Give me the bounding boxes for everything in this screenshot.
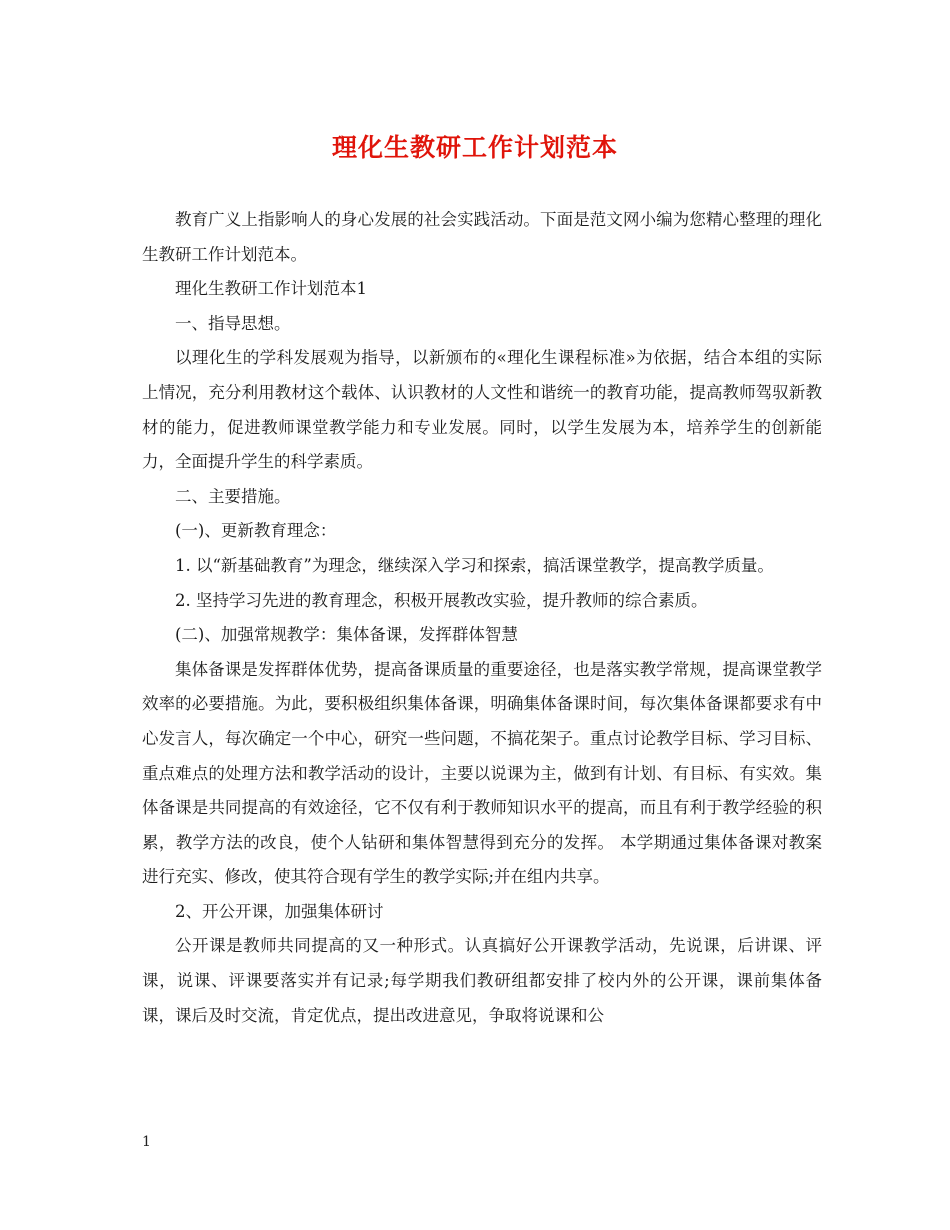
heading-main-measures: 二、主要措施。 xyxy=(175,486,291,506)
list-item-2: 2. 坚持学习先进的教育理念，积极开展教改实验，提升教师的综合素质。 xyxy=(175,590,708,610)
intro-paragraph: 教育广义上指影响人的身心发展的社会实践活动。下面是范文网小编为您精心整理的理化生教研工作计划范本。 xyxy=(142,210,822,264)
document-body xyxy=(142,203,822,1033)
subheading-open-class: 2、开公开课，加强集体研讨 xyxy=(175,901,384,921)
list-item-1: 1. 以“新基础教育”为理念，继续深入学习和探索，搞活课堂教学，提高教学质量。 xyxy=(175,555,774,575)
collective-lesson-prep-paragraph: 集体备课是发挥群体优势，提高备课质量的重要途径，也是落实教学常规，提高课堂教学效率的必要措施。为此，要积极组织集体备课，明确集体备课时间，每次集体备课都要求有中心发言人，每次确定一个中心，研究一些问题，不搞花架子。重点讨论教学目标、学习目标、重点难点的处理方法和教学活动的设计，主要以说课为主，做到有计划、有目标、有实效。集体备课是共同提高的有效途径，它不仅有利于教师知识水平的提高，而且有利于教学经验的积累，教学方法的改良，使个人钻研和集体智慧得到充分的发挥。 本学期通过集体备课对教案进行充实、修改，使其符合现有学生的教学实际;并在组内共享。 xyxy=(142,659,822,887)
heading-guiding-ideology: 一、指导思想。 xyxy=(175,313,291,333)
subheading-routine-teaching: (二)、加强常规教学：集体备课，发挥群体智慧 xyxy=(175,625,518,645)
section-heading-plan-1: 理化生教研工作计划范本1 xyxy=(175,279,367,299)
subheading-update-concepts: (一)、更新教育理念： xyxy=(175,521,337,541)
page-number: 1 xyxy=(142,1134,151,1150)
guiding-ideology-paragraph: 以理化生的学科发展观为指导，以新颁布的«理化生课程标准»为依据，结合本组的实际上情况，充分利用教材这个载体、认识教材的人文性和谐统一的教育功能，提高教师驾驭新教材的能力，促进教师课堂教学能力和专业发展。同时，以学生发展为本，培养学生的创新能力，全面提升学生的科学素质。 xyxy=(142,348,822,472)
open-class-paragraph: 公开课是教师共同提高的又一种形式。认真搞好公开课教学活动，先说课，后讲课、评课，说课、评课要落实并有记录;每学期我们教研组都安排了校内外的公开课，课前集体备课，课后及时交流，肯定优点，提出改进意见，争取将说课和公 xyxy=(142,936,822,1025)
document-title: 理化生教研工作计划范本 xyxy=(331,133,618,162)
